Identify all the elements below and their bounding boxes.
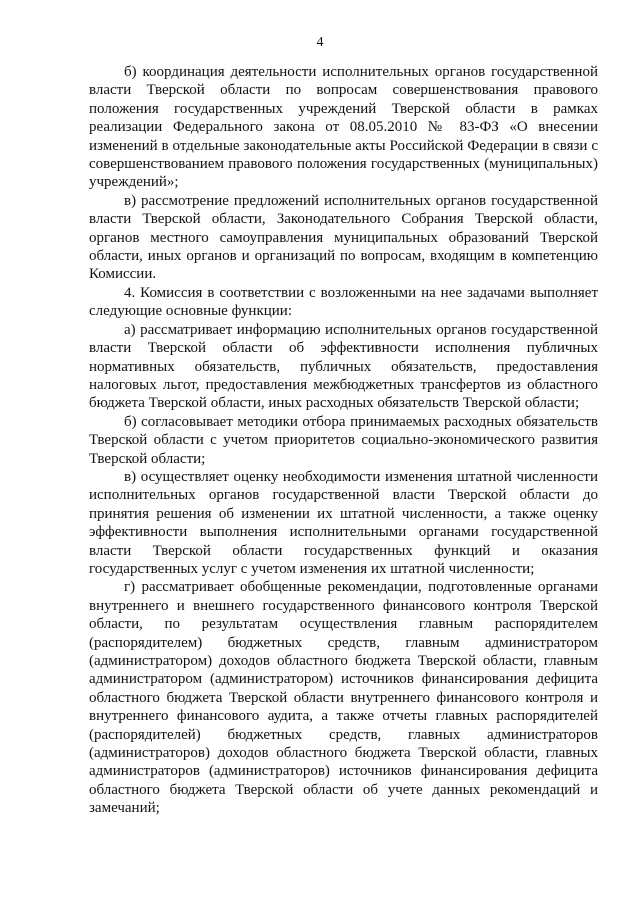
paragraph-b-methods: б) согласовывает методики отбора принимаемых расходных обязательств Тверской области с учетом приоритетов социально-экономического развития Тверской области; bbox=[89, 413, 598, 467]
paragraph-g-recommendations: г) рассматривает обобщенные рекомендации, подготовленные органами внутреннего и внешнего государственного финансового контроля Тверской области, по результатам осуществления главным распорядителем (распорядителем) бюджетных средств, главным администратором (администратором) доходов областного бюджета Тверской области, главным администратором (администратором) источников финансирования дефицита областного бюджета Тверской области внутреннего финансового контроля и внутреннего финансового аудита, а также отчеты главных распорядителей (распорядителей) бюджетных средств, главных администраторов (администраторов) доходов областного бюджета Тверской области, главных администраторов (администраторов) источников финансирования дефицита областного бюджета Тверской области об учете данных рекомендаций и замечаний; bbox=[89, 579, 598, 817]
paragraph-a-information: а) рассматривает информацию исполнительных органов государственной власти Тверской области об эффективности исполнения публичных нормативных обязательств, публичных обязательств, предоставления налоговых льгот, предоставления межбюджетных трансфертов из областного бюджета Тверской области, иных расходных обязательств Тверской области; bbox=[89, 321, 598, 412]
paragraph-4-functions: 4. Комиссия в соответствии с возложенными на нее задачами выполняет следующие основные функции: bbox=[89, 284, 598, 320]
paragraph-v-proposals: в) рассмотрение предложений исполнительных органов государственной власти Тверской области, Законодательного Собрания Тверской области, органов местного самоуправления муниципальных образований Тверской области, иных органов и организаций по вопросам, входящим в компетенцию Комиссии. bbox=[89, 192, 598, 283]
paragraph-b-coordination: б) координация деятельности исполнительных органов государственной власти Тверской области по вопросам совершенствования правового положения государственных учреждений Тверской области в рамках реализации Федерального закона от 08.05.2010 № 83-ФЗ «О внесении изменений в отдельные законодательные акты Российской Федерации в связи с совершенствованием правового положения государственных (муниципальных) учреждений»; bbox=[89, 64, 598, 191]
paragraph-v-staffing: в) осуществляет оценку необходимости изменения штатной численности исполнительных органов государственной власти Тверской области до принятия решения об изменении их штатной численности, а также оценку эффективности выполнения исполнительными органами государственной власти Тверской области государственных функций и оказания государственных услуг с учетом изменения их штатной численности; bbox=[89, 468, 598, 577]
document-body bbox=[89, 63, 598, 818]
page-number: 4 bbox=[316, 35, 324, 50]
